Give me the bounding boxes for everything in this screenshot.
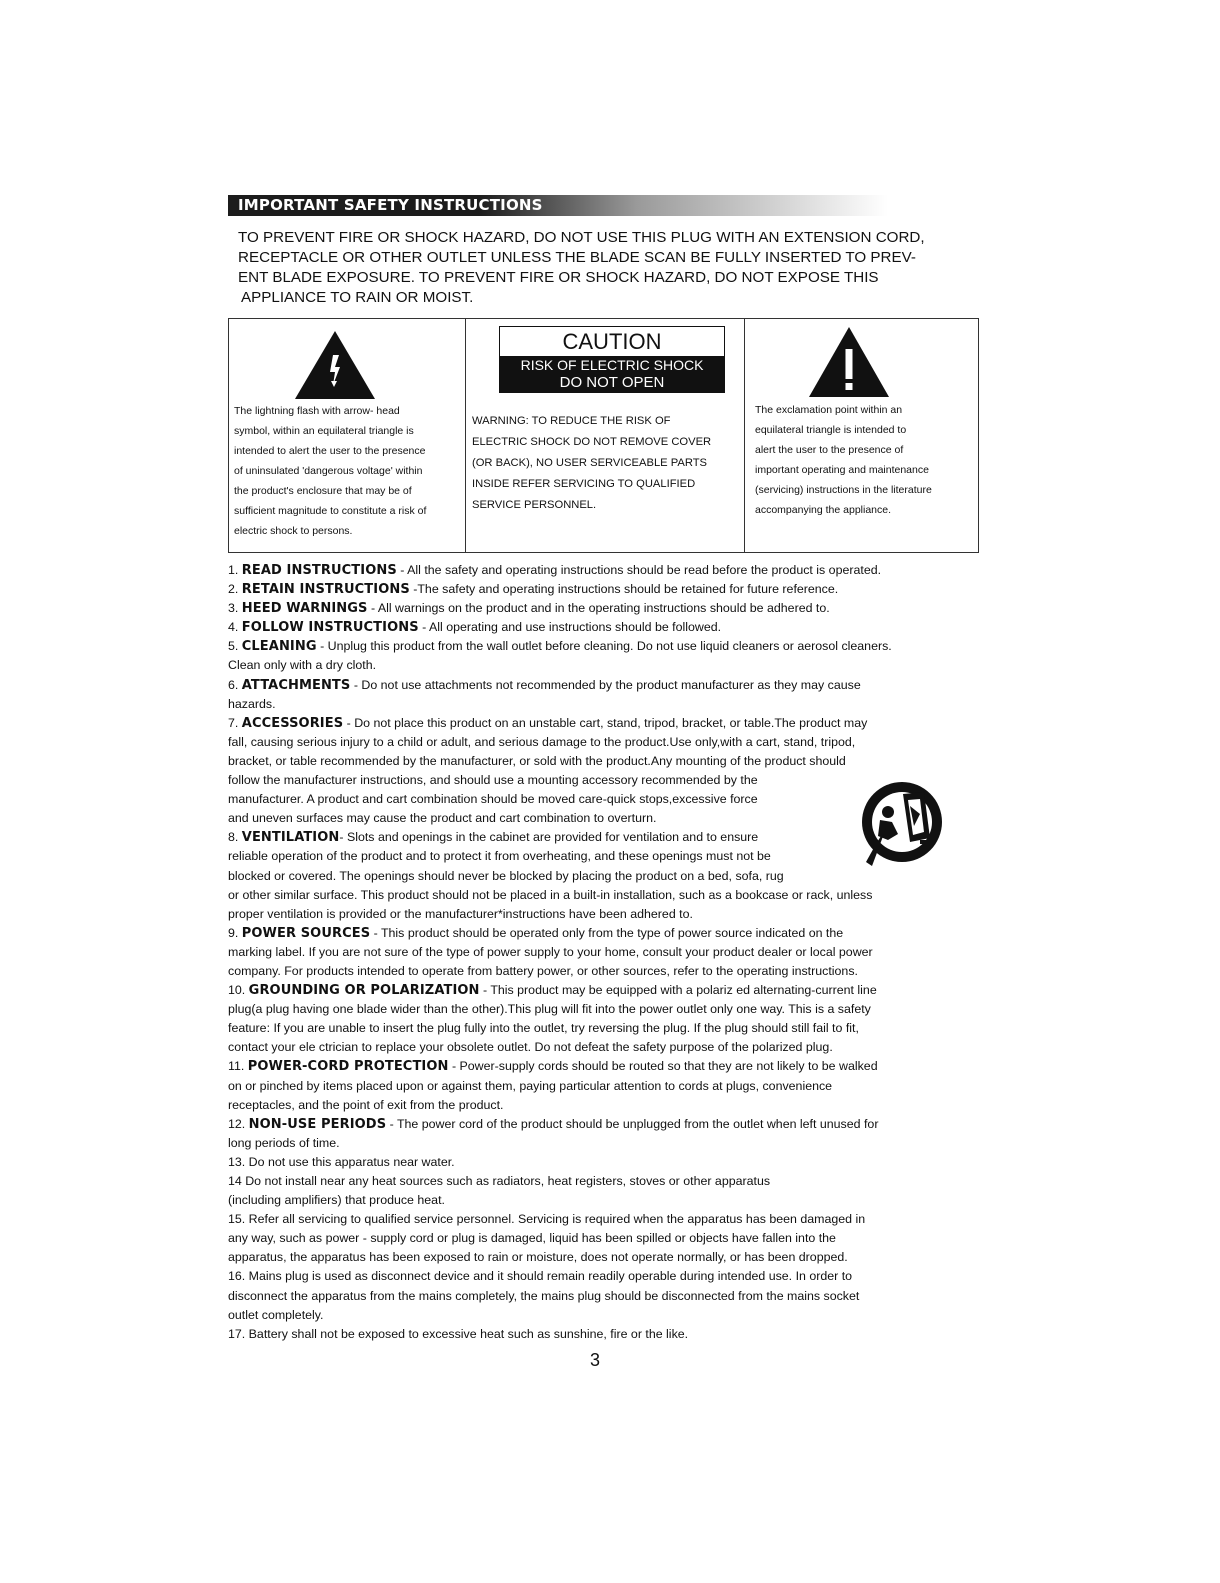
- intro-line: RECEPTACLE OR OTHER OUTLET UNLESS THE BLADE SCAN BE FULLY INSERTED TO PREV-: [238, 249, 916, 266]
- instruction-line: long periods of time.: [228, 1135, 340, 1150]
- description-line: (servicing) instructions in the literature: [755, 484, 932, 496]
- instruction-text: - The power cord of the product should be unplugged from the outlet when left unused for: [386, 1116, 879, 1131]
- description-line: electric shock to persons.: [234, 525, 353, 537]
- description-line: The exclamation point within an: [755, 404, 903, 416]
- warning-line: INSIDE REFER SERVICING TO QUALIFIED: [472, 478, 696, 490]
- instruction-heading: NON-USE PERIODS: [248, 1116, 387, 1132]
- instruction-number: 3.: [228, 601, 242, 616]
- instruction-heading: VENTILATION: [241, 830, 340, 846]
- instruction-number: 2.: [228, 582, 242, 597]
- instruction-line: fall, causing serious injury to a child or adult, and serious damage to the product.Use only,with a cart, stand, tripod,: [228, 734, 856, 749]
- section-title: IMPORTANT SAFETY INSTRUCTIONS: [238, 196, 543, 214]
- instruction-line: (including amplifiers) that produce heat.: [228, 1193, 445, 1208]
- caution-do-not-open-text: DO NOT OPEN: [559, 374, 665, 391]
- instruction-text: - Power-supply cords should be routed so that they are not likely to be walked: [448, 1059, 878, 1074]
- lightning-symbol-description: [234, 401, 466, 541]
- instruction-line: plug(a plug having one blade wider than the other).This plug will fit into the power outlet only one way. This is a safety: [228, 1002, 871, 1017]
- instruction-number: 12.: [228, 1116, 249, 1131]
- instruction-heading: ATTACHMENTS: [241, 677, 351, 693]
- instruction-line: 16. Mains plug is used as disconnect device and it should remain readily operable during intended use. In order to: [228, 1269, 853, 1284]
- instruction-line: disconnect the apparatus from the mains completely, the mains plug should be disconnected from the mains socket: [228, 1288, 860, 1303]
- instruction-number: 10.: [228, 983, 249, 998]
- instruction-heading: READ INSTRUCTIONS: [241, 563, 397, 578]
- warning-symbols-panel: [228, 318, 979, 553]
- instruction-line: [228, 1057, 998, 1076]
- page-number: 3: [590, 1350, 601, 1370]
- warning-line: WARNING: TO REDUCE THE RISK OF: [472, 415, 671, 427]
- instruction-heading: RETAIN INSTRUCTIONS: [241, 582, 410, 598]
- instruction-number: 7.: [228, 715, 242, 730]
- instruction-line: [228, 1115, 998, 1134]
- section-header-bar: [228, 195, 888, 216]
- instruction-number: 4.: [228, 620, 242, 635]
- instruction-text: - Unplug this product from the wall outlet before cleaning. Do not use liquid cleaners or aerosol cleaners.: [316, 639, 892, 654]
- instruction-line: [228, 981, 998, 1000]
- instruction-line: bracket, or table recommended by the manufacturer, or sold with the product.Any mounting of the product should: [228, 753, 846, 768]
- instruction-text: - Do not place this product on an unstable cart, stand, tripod, bracket, or table.The product may: [343, 715, 868, 730]
- exclamation-symbol-cell: [745, 319, 978, 552]
- instruction-heading: ACCESSORIES: [241, 715, 344, 731]
- description-line: of uninsulated 'dangerous voltage' within: [234, 465, 423, 477]
- instruction-line: [228, 599, 998, 618]
- instruction-text: - All the safety and operating instructions should be read before the product is operated.: [396, 563, 882, 577]
- description-line: sufficient magnitude to constitute a risk of: [234, 505, 427, 517]
- caution-warning-text: [472, 411, 742, 516]
- instruction-line: 17. Battery shall not be exposed to excessive heat such as sunshine, fire or the like.: [228, 1326, 689, 1341]
- instruction-line: 15. Refer all servicing to qualified service personnel. Servicing is required when the apparatus has been damaged in: [228, 1212, 866, 1227]
- lightning-warning-triangle-icon: [295, 331, 375, 399]
- instruction-number: 5.: [228, 639, 242, 654]
- warning-line: SERVICE PERSONNEL.: [472, 499, 597, 511]
- instruction-line: blocked or covered. The openings should never be blocked by placing the product on a bed, sofa, rug: [228, 868, 784, 883]
- instruction-line: manufacturer. A product and cart combination should be moved care-quick stops,excessive force: [228, 792, 758, 807]
- instruction-line: [228, 580, 998, 599]
- instruction-text: - This product may be equipped with a polariz ed alternating-current line: [479, 983, 877, 998]
- safety-instructions-list: [228, 561, 998, 1344]
- instruction-line: apparatus, the apparatus has been exposed to rain or moisture, does not operate normally, or has been dropped.: [228, 1250, 848, 1265]
- instruction-heading: CLEANING: [241, 639, 317, 655]
- intro-line: TO PREVENT FIRE OR SHOCK HAZARD, DO NOT USE THIS PLUG WITH AN EXTENSION CORD,: [238, 229, 925, 246]
- instruction-heading: GROUNDING OR POLARIZATION: [248, 983, 480, 999]
- exclamation-symbol-description: [755, 400, 983, 520]
- instruction-line: proper ventilation is provided or the manufacturer*instructions have been adhered to.: [228, 906, 693, 921]
- exclamation-warning-triangle-icon: [809, 327, 889, 397]
- instruction-text: - All operating and use instructions should be followed.: [418, 620, 722, 635]
- caution-title: CAUTION: [562, 329, 662, 354]
- warning-line: ELECTRIC SHOCK DO NOT REMOVE COVER: [472, 436, 712, 448]
- description-line: important operating and maintenance: [755, 464, 929, 476]
- cart-tip-over-warning-icon: [858, 770, 950, 880]
- instruction-line: contact your ele ctrician to replace your obsolete outlet. Do not defeat the safety purpose of the polarized plug.: [228, 1040, 833, 1055]
- instruction-line: receptacles, and the point of exit from the product.: [228, 1097, 504, 1112]
- instruction-line: on or pinched by items placed upon or against them, paying particular attention to cords at plugs, convenience: [228, 1078, 833, 1093]
- instruction-line: Clean only with a dry cloth.: [228, 658, 377, 673]
- instruction-line: [228, 618, 998, 637]
- instruction-line: 13. Do not use this apparatus near water.: [228, 1154, 455, 1169]
- description-line: symbol, within an equilateral triangle is: [234, 425, 414, 437]
- instruction-line: company. For products intended to operate from battery power, or other sources, refer to the operating instructions.: [228, 963, 858, 978]
- description-line: The lightning flash with arrow- head: [234, 405, 400, 417]
- intro-line: ENT BLADE EXPOSURE. TO PREVENT FIRE OR SHOCK HAZARD, DO NOT EXPOSE THIS: [238, 269, 879, 286]
- intro-warning: [238, 228, 978, 308]
- warning-line: (OR BACK), NO USER SERVICEABLE PARTS: [472, 457, 707, 469]
- instruction-line: and uneven surfaces may cause the product and cart combination to overturn.: [228, 811, 657, 826]
- instruction-line: outlet completely.: [228, 1307, 324, 1322]
- instruction-number: 6.: [228, 677, 242, 692]
- instruction-number: 1.: [228, 563, 242, 577]
- instruction-line: feature: If you are unable to insert the plug fully into the outlet, try reversing the plug. If the plug should still fail to fit,: [228, 1021, 859, 1036]
- instruction-heading: HEED WARNINGS: [241, 601, 368, 617]
- caution-risk-text: RISK OF ELECTRIC SHOCK: [520, 357, 704, 373]
- description-line: alert the user to the presence of: [755, 444, 904, 456]
- instruction-heading: FOLLOW INSTRUCTIONS: [241, 620, 419, 636]
- instruction-heading: POWER SOURCES: [241, 925, 371, 941]
- instruction-line: or other similar surface. This product should not be placed in a built-in installation, such as a bookcase or rack, unless: [228, 887, 873, 902]
- instruction-line: 14 Do not install near any heat sources such as radiators, heat registers, stoves or other apparatus: [228, 1174, 771, 1188]
- instruction-line: [228, 714, 998, 733]
- instruction-text: - Slots and openings in the cabinet are provided for ventilation and to ensure: [339, 830, 759, 845]
- instruction-line: reliable operation of the product and to protect it from overheating, and these openings must not be: [228, 849, 771, 864]
- caution-cell: [466, 319, 745, 552]
- instruction-number: 11.: [228, 1059, 248, 1074]
- description-line: equilateral triangle is intended to: [755, 424, 907, 436]
- description-line: accompanying the appliance.: [755, 504, 892, 516]
- instruction-line: [228, 561, 998, 580]
- instruction-line: [228, 676, 998, 695]
- instruction-number: 9.: [228, 925, 242, 940]
- instruction-text: - All warnings on the product and in the operating instructions should be adhered to.: [367, 601, 830, 616]
- description-line: the product's enclosure that may be of: [234, 485, 412, 497]
- instruction-line: [228, 637, 998, 656]
- instruction-line: hazards.: [228, 696, 276, 711]
- instruction-line: marking label. If you are not sure of the type of power supply to your home, consult your product dealer or local power: [228, 944, 873, 959]
- instruction-text: - This product should be operated only from the type of power source indicated on the: [370, 925, 844, 940]
- lightning-symbol-cell: [229, 319, 466, 552]
- instruction-heading: POWER-CORD PROTECTION: [247, 1059, 449, 1075]
- instruction-line: follow the manufacturer instructions, and should use a mounting accessory recommended by the: [228, 773, 758, 788]
- instruction-line: any way, such as power - supply cord or plug is damaged, liquid has been spilled or objects have fallen into the: [228, 1231, 836, 1246]
- instruction-text: -The safety and operating instructions should be retained for future reference.: [409, 582, 839, 597]
- caution-label: [499, 326, 725, 393]
- instruction-line: [228, 924, 998, 943]
- description-line: intended to alert the user to the presence: [234, 445, 426, 457]
- caution-band: [500, 356, 724, 392]
- instruction-text: - Do not use attachments not recommended by the product manufacturer as they may cause: [350, 677, 861, 692]
- instruction-number: 8.: [228, 830, 242, 845]
- intro-line: APPLIANCE TO RAIN OR MOIST.: [241, 289, 474, 306]
